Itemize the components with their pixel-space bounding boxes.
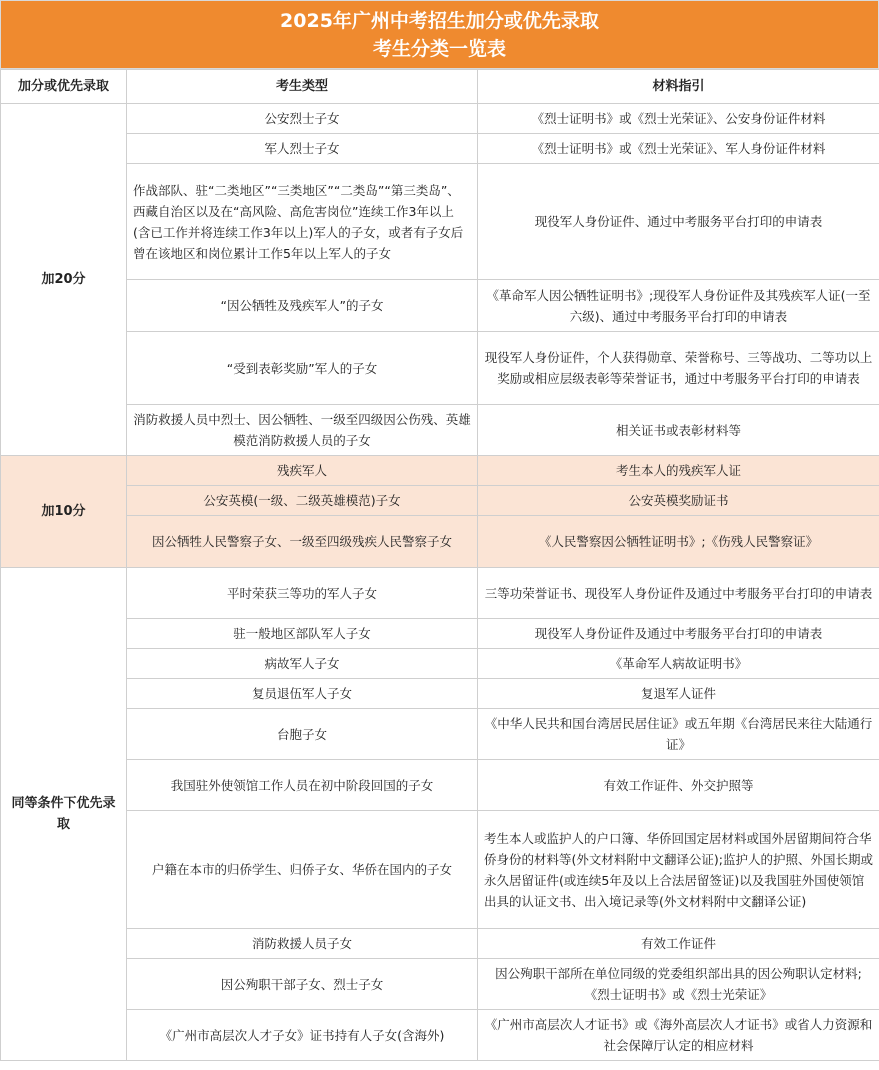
type-cell: 《广州市高层次人才子女》证书持有人子女(含海外) bbox=[127, 1010, 478, 1061]
header-type: 考生类型 bbox=[127, 70, 478, 104]
header-category: 加分或优先录取 bbox=[1, 70, 127, 104]
table-row bbox=[1, 959, 879, 1010]
header-row bbox=[1, 70, 879, 104]
table-row bbox=[1, 280, 879, 332]
table-row bbox=[1, 929, 879, 959]
table-row bbox=[1, 456, 879, 486]
material-cell: 《革命军人因公牺牲证明书》;现役军人身份证件及其残疾军人证(一至六级)、通过中考服务平台打印的申请表 bbox=[478, 280, 879, 332]
material-cell: 《烈士证明书》或《烈士光荣证》、军人身份证件材料 bbox=[478, 134, 879, 164]
table-row bbox=[1, 405, 879, 456]
bonus-table bbox=[0, 69, 879, 1061]
table-row bbox=[1, 134, 879, 164]
type-cell: 因公牺牲人民警察子女、一级至四级残疾人民警察子女 bbox=[127, 516, 478, 568]
table-row bbox=[1, 1010, 879, 1061]
type-cell: 消防救援人员中烈士、因公牺牲、一级至四级因公伤残、英雄模范消防救援人员的子女 bbox=[127, 405, 478, 456]
material-cell: 考生本人或监护人的户口簿、华侨回国定居材料或国外居留期间符合华侨身份的材料等(外文材料附中文翻译公证);监护人的护照、外国长期或永久居留证件(或连续5年及以上合法居留签证)以及我国驻外国使领馆出具的认证文书、出入境记录等(外文材料附中文翻译公证) bbox=[478, 811, 879, 929]
title-line-2: 考生分类一览表 bbox=[372, 37, 506, 60]
material-cell: 现役军人身份证件，个人获得勋章、荣誉称号、三等战功、二等功以上奖励或相应层级表彰等荣誉证书，通过中考服务平台打印的申请表 bbox=[478, 332, 879, 405]
material-cell: 现役军人身份证件、通过中考服务平台打印的申请表 bbox=[478, 164, 879, 280]
type-cell: 公安烈士子女 bbox=[127, 104, 478, 134]
table-row bbox=[1, 104, 879, 134]
table-row bbox=[1, 709, 879, 760]
table-row bbox=[1, 486, 879, 516]
material-cell: 公安英模奖励证书 bbox=[478, 486, 879, 516]
type-cell: 平时荣获三等功的军人子女 bbox=[127, 568, 478, 619]
title-line-1: 2025年广州中考招生加分或优先录取 bbox=[280, 9, 599, 32]
type-cell: 复员退伍军人子女 bbox=[127, 679, 478, 709]
material-cell: 《中华人民共和国台湾居民居住证》或五年期《台湾居民来往大陆通行证》 bbox=[478, 709, 879, 760]
type-cell: “受到表彰奖励”军人的子女 bbox=[127, 332, 478, 405]
category-cell: 加20分 bbox=[1, 104, 127, 456]
type-cell: 因公殉职干部子女、烈士子女 bbox=[127, 959, 478, 1010]
type-cell: 残疾军人 bbox=[127, 456, 478, 486]
category-cell: 加10分 bbox=[1, 456, 127, 568]
material-cell: 相关证书或表彰材料等 bbox=[478, 405, 879, 456]
type-cell: 我国驻外使领馆工作人员在初中阶段回国的子女 bbox=[127, 760, 478, 811]
material-cell: 因公殉职干部所在单位同级的党委组织部出具的因公殉职认定材料;《烈士证明书》或《烈士光荣证》 bbox=[478, 959, 879, 1010]
table-row bbox=[1, 760, 879, 811]
type-cell: 作战部队、驻“二类地区”“三类地区”“二类岛”“第三类岛”、西藏自治区以及在“高风险、高危害岗位”连续工作3年以上(含已工作并将连续工作3年以上)军人的子女，或者有子女后曾在该地区和岗位累计工作5年以上军人的子女 bbox=[127, 164, 478, 280]
table-row bbox=[1, 332, 879, 405]
type-cell: 病故军人子女 bbox=[127, 649, 478, 679]
type-cell: 户籍在本市的归侨学生、归侨子女、华侨在国内的子女 bbox=[127, 811, 478, 929]
table-row bbox=[1, 649, 879, 679]
material-cell: 《烈士证明书》或《烈士光荣证》、公安身份证件材料 bbox=[478, 104, 879, 134]
material-cell: 《广州市高层次人才证书》或《海外高层次人才证书》或省人力资源和社会保障厅认定的相应材料 bbox=[478, 1010, 879, 1061]
table-row bbox=[1, 679, 879, 709]
material-cell: 《革命军人病故证明书》 bbox=[478, 649, 879, 679]
table-row bbox=[1, 516, 879, 568]
type-cell: 军人烈士子女 bbox=[127, 134, 478, 164]
material-cell: 现役军人身份证件及通过中考服务平台打印的申请表 bbox=[478, 619, 879, 649]
table-row bbox=[1, 811, 879, 929]
material-cell: 有效工作证件、外交护照等 bbox=[478, 760, 879, 811]
header-material: 材料指引 bbox=[478, 70, 879, 104]
material-cell: 《人民警察因公牺牲证明书》;《伤残人民警察证》 bbox=[478, 516, 879, 568]
type-cell: “因公牺牲及残疾军人”的子女 bbox=[127, 280, 478, 332]
type-cell: 台胞子女 bbox=[127, 709, 478, 760]
type-cell: 驻一般地区部队军人子女 bbox=[127, 619, 478, 649]
table-row bbox=[1, 164, 879, 280]
table-row bbox=[1, 568, 879, 619]
material-cell: 复退军人证件 bbox=[478, 679, 879, 709]
title-banner bbox=[0, 0, 879, 69]
type-cell: 公安英模(一级、二级英雄模范)子女 bbox=[127, 486, 478, 516]
category-cell: 同等条件下优先录取 bbox=[1, 568, 127, 1061]
table-row bbox=[1, 619, 879, 649]
material-cell: 有效工作证件 bbox=[478, 929, 879, 959]
type-cell: 消防救援人员子女 bbox=[127, 929, 478, 959]
material-cell: 考生本人的残疾军人证 bbox=[478, 456, 879, 486]
material-cell: 三等功荣誉证书、现役军人身份证件及通过中考服务平台打印的申请表 bbox=[478, 568, 879, 619]
